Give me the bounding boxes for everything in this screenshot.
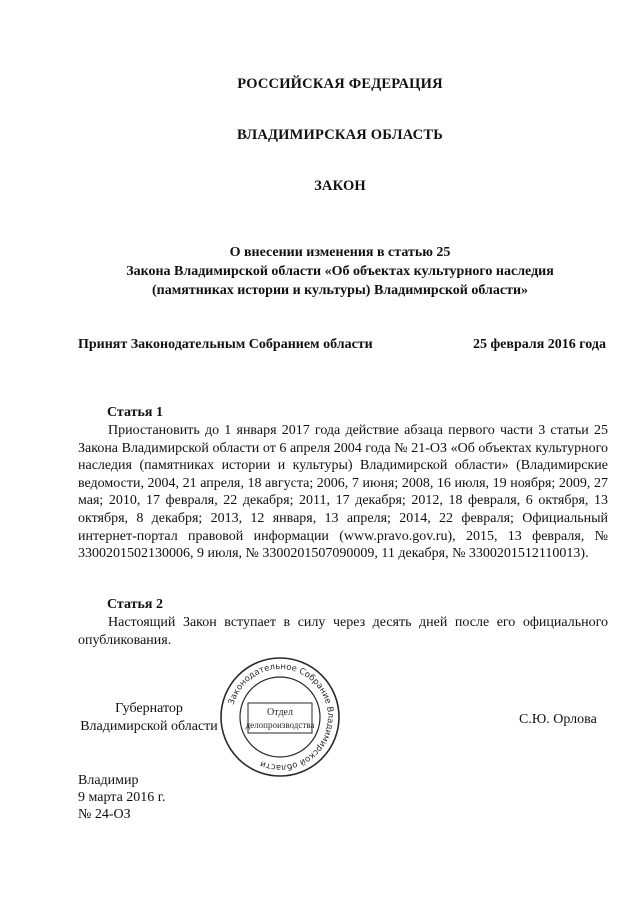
article-1-text: Приостановить до 1 января 2017 года действие абзаца первого части 3 статьи 25 Закона Владимирской области от 6 апреля 2004 года № 21-ОЗ «Об объектах культурного наследия (памятниках истории и культуры) Владимирской области» (Владимирские ведомости, 2004, 21 апреля, 18 августа; 2006, 7 июня; 2008, 16 июля, 19 ноября; 2009, 27 мая; 2010, 17 февраля, 22 декабря; 2011, 17 декабря; 2012, 18 февраля, 6 октября, 13 октября, 8 декабря; 2013, 12 января, 13 апреля; 2014, 22 февраля; Официальный интернет-портал правовой информации (www.pravo.gov.ru), 2015, 13 февраля, № 3300201502130006, 9 июля, № 3300201507090009, 11 декабря, № 3300201512110013).: [78, 423, 608, 562]
adopted-by: Принят Законодательным Собранием области: [78, 337, 373, 352]
footer-number: № 24-ОЗ: [78, 807, 131, 822]
stamp-inner-line-1: Отдел: [267, 707, 293, 718]
document-type-heading: ЗАКОН: [314, 178, 366, 194]
adoption-date: 25 февраля 2016 года: [473, 337, 606, 352]
law-title-line-3: (памятниках истории и культуры) Владимирской области»: [151, 283, 529, 298]
article-2-heading: Статья 2: [107, 597, 163, 612]
country-heading: РОССИЙСКАЯ ФЕДЕРАЦИЯ: [237, 76, 443, 92]
stamp-seal-graphic: [218, 655, 342, 779]
office-stamp: [218, 655, 342, 779]
law-title-line-2: Закона Владимирской области «Об объектах культурного наследия: [126, 264, 554, 279]
article-1-heading: Статья 1: [107, 405, 163, 420]
footer-date: 9 марта 2016 г.: [78, 790, 166, 805]
signatory-title-line-1: Губернатор: [115, 701, 183, 716]
document-footer: [78, 772, 165, 823]
region-heading: ВЛАДИМИРСКАЯ ОБЛАСТЬ: [237, 127, 443, 143]
stamp-outer-text: Законодательное Собрание Владимирской области: [226, 661, 336, 773]
law-title-line-1: О внесении изменения в статью 25: [229, 245, 451, 260]
law-title: [20, 243, 640, 300]
footer-city: Владимир: [78, 773, 139, 788]
signatory-name: С.Ю. Орлова: [519, 712, 597, 727]
signatory-title-line-2: Владимирской области: [80, 719, 218, 734]
signatory-title: [74, 700, 224, 736]
article-2-text: Настоящий Закон вступает в силу через десять дней после его официального опубликования.: [78, 615, 608, 648]
stamp-inner-line-2: делопроизводства: [245, 720, 315, 730]
